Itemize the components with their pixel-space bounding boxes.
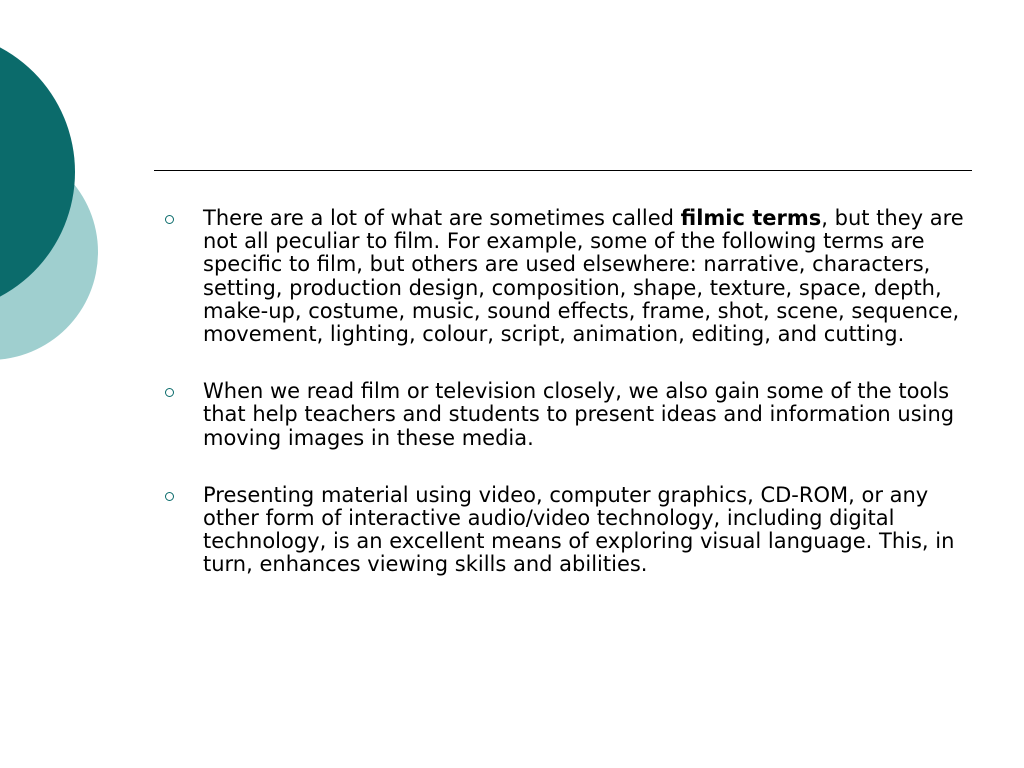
bullet-text-rest: , but they are not all peculiar to film. For example, some of the following terms are specific to film, but others are used elsewhere: narrative, characters, setting, production design, composition, shape, texture, space, depth, make-up, costume, music, sound effects, frame, shot, scene, sequence, movement, lighting, colour, script, animation, editing, and cutting. <box>203 206 964 347</box>
bullet-text-intro: There are a lot of what are sometimes called <box>203 206 681 230</box>
hollow-circle-icon <box>165 492 174 501</box>
bullet-item-presenting-material <box>160 484 980 577</box>
title-divider-line <box>154 170 972 171</box>
decorative-circles <box>0 0 110 410</box>
hollow-circle-icon <box>165 388 174 397</box>
bullet-item-reading-film <box>160 380 980 450</box>
bullet-text: Presenting material using video, computer graphics, CD-ROM, or any other form of interactive audio/video technology, including digital technology, is an excellent means of exploring visual language. This, in turn, enhances viewing skills and abilities. <box>203 482 955 577</box>
hollow-circle-icon <box>165 215 174 224</box>
bullet-bold-term: filmic terms <box>680 206 822 230</box>
bullet-text: When we read film or television closely, we also gain some of the tools that help teachers and students to present ideas and information using moving images in these media. <box>203 379 955 450</box>
bullet-item-filmic-terms <box>160 207 980 346</box>
bullet-list <box>160 207 980 577</box>
